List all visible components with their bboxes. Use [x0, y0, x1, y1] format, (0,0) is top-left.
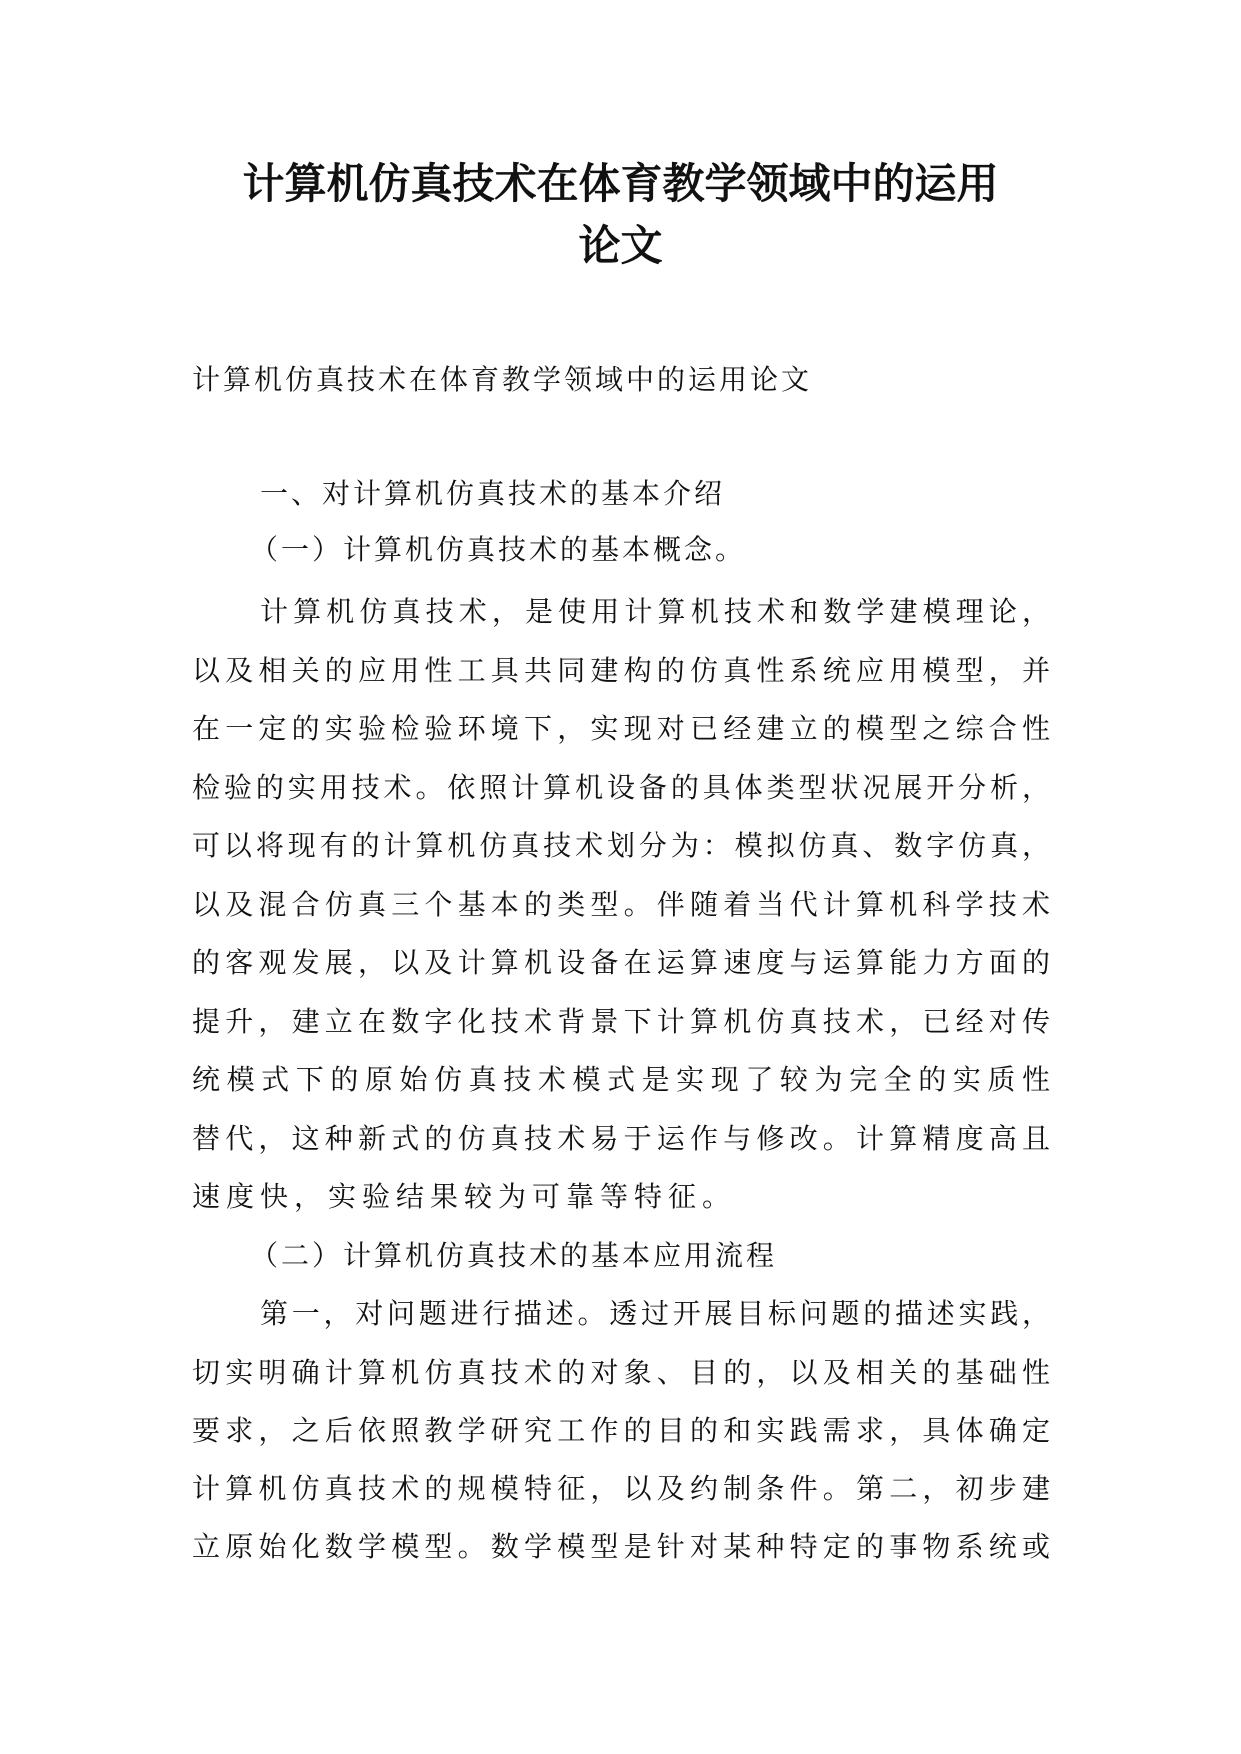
paragraph-line: 第一，对问题进行描述。透过开展目标问题的描述实践， — [260, 1297, 1050, 1330]
paragraph-line: 以及混合仿真三个基本的类型。伴随着当代计算机科学技术 — [192, 888, 1050, 921]
paragraph-line: 可以将现有的计算机仿真技术划分为：模拟仿真、数字仿真， — [192, 829, 1050, 862]
paragraph-line: 替代，这种新式的仿真技术易于运作与修改。计算精度高且 — [192, 1122, 1050, 1155]
subsection-heading: （二）计算机仿真技术的基本应用流程 — [250, 1239, 778, 1272]
paragraph-line: 切实明确计算机仿真技术的对象、目的，以及相关的基础性 — [192, 1356, 1050, 1389]
document-title-line-1: 计算机仿真技术在体育教学领域中的运用 — [242, 159, 999, 208]
document-title-line-2: 论文 — [578, 221, 663, 270]
paragraph-line: 的客观发展，以及计算机设备在运算速度与运算能力方面的 — [192, 946, 1050, 979]
paragraph-line: 提升，建立在数字化技术背景下计算机仿真技术，已经对传 — [192, 1005, 1050, 1038]
paragraph-line: 立原始化数学模型。数学模型是针对某种特定的事物系统或 — [192, 1530, 1050, 1563]
paragraph-line: 以及相关的应用性工具共同建构的仿真性系统应用模型，并 — [192, 654, 1050, 687]
document-subtitle: 计算机仿真技术在体育教学领域中的运用论文 — [192, 363, 813, 396]
section-heading: 一、对计算机仿真技术的基本介绍 — [260, 477, 726, 510]
paragraph-line: 速度快，实验结果较为可靠等特征。 — [192, 1180, 737, 1213]
paragraph-line: 检验的实用技术。依照计算机设备的具体类型状况展开分析， — [192, 771, 1050, 804]
paragraph-line: 要求，之后依照教学研究工作的目的和实践需求，具体确定 — [192, 1414, 1050, 1447]
paragraph-line: 统模式下的原始仿真技术模式是实现了较为完全的实质性 — [192, 1063, 1050, 1096]
subsection-heading: （一）计算机仿真技术的基本概念。 — [250, 533, 747, 566]
paragraph-line: 计算机仿真技术，是使用计算机技术和数学建模理论， — [260, 595, 1050, 628]
paragraph-line: 在一定的实验检验环境下，实现对已经建立的模型之综合性 — [192, 712, 1050, 745]
paragraph-line: 计算机仿真技术的规模特征，以及约制条件。第二，初步建 — [192, 1472, 1050, 1505]
